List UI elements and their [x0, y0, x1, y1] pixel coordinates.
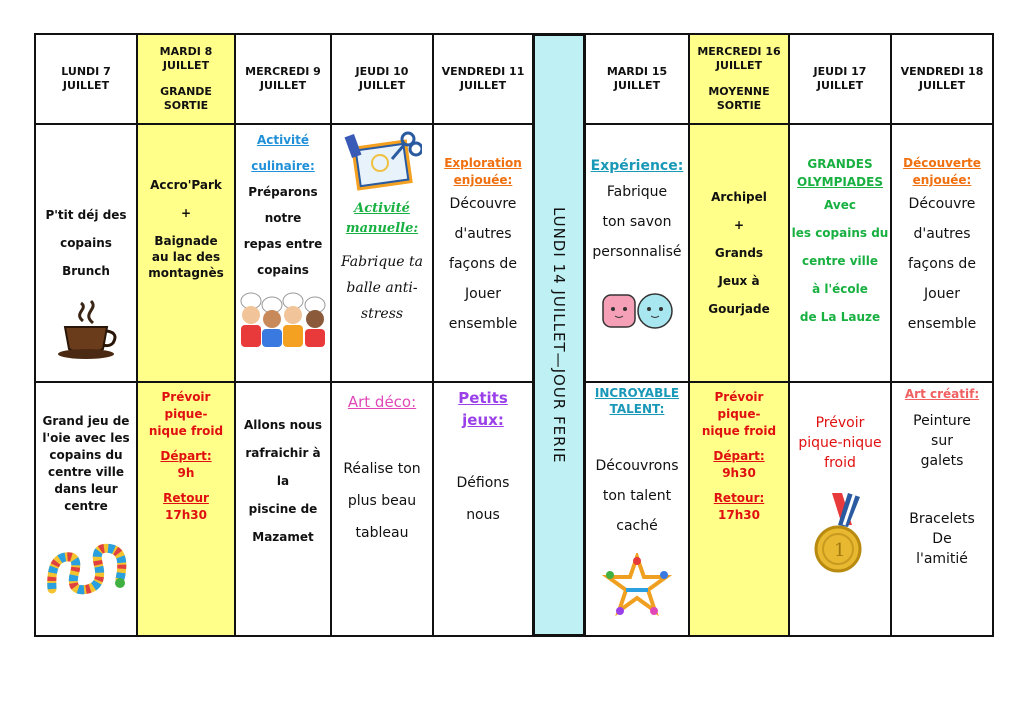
- reminder-line: nique froid: [148, 424, 224, 438]
- activity-line: Préparons: [248, 185, 318, 199]
- activity-line: +: [180, 206, 192, 220]
- day-column-mercredi-16: [688, 33, 790, 637]
- activity-line: personnalisé: [592, 244, 682, 260]
- morning-cell: [136, 123, 236, 383]
- departure-label: Départ:: [713, 449, 765, 463]
- activity-schedule: [34, 33, 994, 637]
- day-header: [136, 33, 236, 125]
- reminder-line: froid: [824, 455, 856, 471]
- afternoon-cell: [432, 381, 534, 637]
- activity-title: Art déco:: [347, 393, 417, 411]
- outing-label: GRANDE: [160, 85, 212, 98]
- day-column-vendredi-11: [432, 33, 534, 637]
- day-header-line: MERCREDI 9: [245, 65, 321, 78]
- activity-line: façons de: [908, 256, 976, 272]
- day-header-line: MARDI 15: [606, 65, 668, 78]
- activity-line: copains: [60, 236, 112, 250]
- day-header: [788, 33, 892, 125]
- activity-line: copains du: [49, 448, 123, 462]
- activity-title: jeux:: [462, 411, 504, 429]
- outing-label: SORTIE: [716, 99, 762, 112]
- day-header: [34, 33, 138, 125]
- soap-friends-icon: [599, 289, 675, 335]
- holiday-label: LUNDI 14 JUILLET—JOUR FERIE: [550, 206, 568, 464]
- activity-title: Expérience:: [590, 158, 684, 174]
- activity-line: Jouer: [924, 286, 960, 302]
- activity-line: piscine de: [248, 502, 318, 516]
- activity-line: Découvre: [908, 196, 976, 212]
- day-header-line: JUILLET: [62, 79, 110, 92]
- activity-title: enjouée:: [453, 173, 513, 187]
- reminder-line: Prévoir: [714, 390, 764, 404]
- activity-line: nous: [466, 507, 500, 523]
- activity-line: P'tit déj des: [45, 208, 127, 222]
- departure-label: Départ:: [160, 449, 212, 463]
- activity-line: plus beau: [347, 493, 417, 509]
- reminder-line: pique-: [164, 407, 208, 421]
- departure-time: 9h: [177, 466, 195, 480]
- activity-line: Brunch: [62, 264, 110, 278]
- activity-line: ton talent: [602, 488, 672, 504]
- activity-line: d'autres: [454, 226, 512, 242]
- activity-line: sur: [931, 433, 953, 449]
- activity-line: stress: [360, 306, 404, 322]
- day-column-vendredi-18: [890, 33, 994, 637]
- reminder-line: pique-nique: [798, 435, 882, 451]
- day-header-line: JUILLET: [259, 79, 307, 92]
- reminder-line: nique froid: [701, 424, 777, 438]
- morning-cell: [788, 123, 892, 383]
- day-header-line: JUILLET: [816, 79, 864, 92]
- reminder-line: pique-: [717, 407, 761, 421]
- return-label: Retour:: [713, 491, 765, 505]
- activity-line: la: [276, 474, 290, 488]
- activity-line: montagnès: [148, 266, 224, 280]
- day-header-line: JEUDI 17: [813, 65, 867, 78]
- chefs-kids-icon: [237, 291, 329, 349]
- day-header-line: JUILLET: [459, 79, 507, 92]
- day-column-jeudi-10: [330, 33, 434, 637]
- day-header-line: JUILLET: [715, 59, 763, 72]
- activity-line: rafraichir à: [245, 446, 321, 460]
- activity-title: culinaire:: [251, 159, 315, 173]
- outing-label: MOYENNE: [708, 85, 770, 98]
- board-game-icon: [44, 539, 128, 601]
- activity-line: Allons nous: [243, 418, 323, 432]
- return-label: Retour: [163, 491, 209, 505]
- activity-line: façons de: [449, 256, 517, 272]
- morning-cell: [688, 123, 790, 383]
- day-header-line: LUNDI 7: [61, 65, 111, 78]
- activity-title: GRANDES: [807, 157, 873, 171]
- day-header: [890, 33, 994, 125]
- activity-line: caché: [616, 518, 658, 534]
- activity-line: Jeux à: [718, 274, 760, 288]
- holiday-banner: [532, 33, 586, 637]
- activity-line: centre: [64, 499, 108, 513]
- activity-line: centre ville: [47, 465, 125, 479]
- activity-line: Fabrique ta: [341, 254, 423, 270]
- activity-line: Réalise ton: [343, 461, 421, 477]
- return-time: 17h30: [165, 508, 207, 522]
- activity-line: l'amitié: [916, 551, 968, 567]
- activity-title: Activité: [354, 201, 410, 216]
- day-header-line: JUILLET: [162, 59, 210, 72]
- day-header-line: MERCREDI 16: [697, 45, 781, 58]
- activity-title: OLYMPIADES: [797, 175, 883, 189]
- activity-title: TALENT:: [609, 402, 665, 416]
- activity-line: Mazamet: [252, 530, 314, 544]
- reminder-line: Prévoir: [161, 390, 211, 404]
- activity-title: Art créatif:: [904, 387, 980, 401]
- afternoon-cell: [136, 381, 236, 637]
- day-header: [584, 33, 690, 125]
- morning-cell: [890, 123, 994, 383]
- activity-line: Défions: [456, 475, 510, 491]
- activity-line: +: [733, 218, 745, 232]
- day-header: [432, 33, 534, 125]
- afternoon-cell: [890, 381, 994, 637]
- activity-line: d'autres: [913, 226, 971, 242]
- morning-cell: [330, 123, 434, 383]
- day-column-jeudi-17: [788, 33, 892, 637]
- day-header-line: MARDI 8: [159, 45, 213, 58]
- activity-title: Activité: [256, 133, 310, 147]
- return-time: 17h30: [718, 508, 760, 522]
- day-header-line: JUILLET: [613, 79, 661, 92]
- activity-title: Petits: [458, 389, 508, 407]
- star-people-icon: [602, 553, 672, 619]
- day-column-mercredi-9: [234, 33, 332, 637]
- activity-line: Jouer: [465, 286, 501, 302]
- activity-line: notre: [264, 211, 302, 225]
- morning-cell: [234, 123, 332, 383]
- day-header-line: VENDREDI 18: [900, 65, 984, 78]
- day-header: [330, 33, 434, 125]
- activity-line: copains: [257, 263, 309, 277]
- afternoon-cell: [330, 381, 434, 637]
- activity-line: De: [932, 531, 952, 547]
- afternoon-cell: [788, 381, 892, 637]
- afternoon-cell: [688, 381, 790, 637]
- activity-line: Peinture: [913, 413, 971, 429]
- activity-line: Découvre: [449, 196, 517, 212]
- svg-text:1: 1: [834, 540, 846, 561]
- day-header: [234, 33, 332, 125]
- activity-line: Baignade: [154, 234, 218, 248]
- activity-line: galets: [920, 453, 964, 469]
- outing-label: SORTIE: [163, 99, 209, 112]
- activity-line: centre ville: [801, 254, 879, 268]
- activity-line: les copains du: [791, 226, 889, 240]
- day-header-line: VENDREDI 11: [441, 65, 525, 78]
- afternoon-cell: [584, 381, 690, 637]
- activity-line: Avec: [824, 198, 856, 212]
- activity-line: Gourjade: [708, 302, 770, 316]
- activity-line: ensemble: [907, 316, 977, 332]
- activity-line: Grand jeu de: [42, 414, 130, 428]
- day-column-mardi-8: [136, 33, 236, 637]
- activity-line: Grands: [714, 246, 764, 260]
- morning-cell: [584, 123, 690, 383]
- morning-cell: [432, 123, 534, 383]
- day-header: [688, 33, 790, 125]
- activity-line: Bracelets: [909, 511, 975, 527]
- activity-line: repas entre: [243, 237, 323, 251]
- morning-cell: [34, 123, 138, 383]
- activity-line: au lac des: [151, 250, 221, 264]
- activity-title: Découverte: [903, 156, 981, 170]
- activity-line: l'oie avec les: [42, 431, 130, 445]
- day-header-line: JUILLET: [918, 79, 966, 92]
- activity-line: dans leur: [54, 482, 118, 496]
- afternoon-cell: [234, 381, 332, 637]
- activity-line: tableau: [355, 525, 409, 541]
- activity-title: enjouée:: [912, 173, 972, 187]
- afternoon-cell: [34, 381, 138, 637]
- activity-line: balle anti-: [346, 280, 418, 296]
- day-header-line: JEUDI 10: [355, 65, 409, 78]
- activity-line: Archipel: [711, 190, 767, 204]
- activity-line: ensemble: [448, 316, 518, 332]
- paint-canvas-icon: [342, 129, 422, 199]
- activity-line: de La Lauze: [799, 310, 881, 324]
- activity-line: à l'école: [812, 282, 868, 296]
- activity-line: Découvrons: [595, 458, 679, 474]
- coffee-cup-icon: [51, 299, 121, 361]
- activity-title: manuelle:: [345, 221, 419, 236]
- activity-line: Fabrique: [606, 184, 668, 200]
- activity-line: ton savon: [602, 214, 672, 230]
- medal-icon: [808, 491, 872, 575]
- departure-time: 9h30: [722, 466, 756, 480]
- day-column-mardi-15: [584, 33, 690, 637]
- activity-line: Accro'Park: [150, 178, 222, 192]
- day-header-line: JUILLET: [358, 79, 406, 92]
- activity-title: INCROYABLE: [594, 386, 680, 400]
- day-column-lundi-7: [34, 33, 138, 637]
- activity-title: Exploration: [444, 156, 522, 170]
- reminder-line: Prévoir: [815, 415, 865, 431]
